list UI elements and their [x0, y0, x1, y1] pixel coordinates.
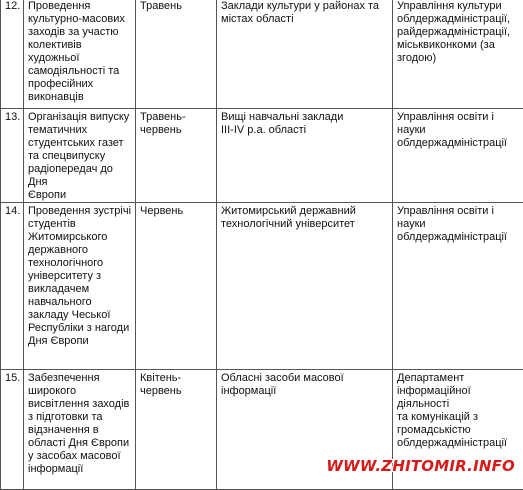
table-row: [1, 0, 523, 109]
participants-cell: Житомирський державний технологічний університет: [217, 203, 393, 370]
table-row: [1, 109, 523, 203]
date-cell: Травень: [136, 0, 217, 109]
event-cell: Проведення зустрічі студентів Житомирського державного технологічного університету з викладачем навчального закладу Чеської Республіки з нагоди Дня Європи: [24, 203, 136, 370]
row-number: 13.: [1, 109, 24, 203]
participants-cell: Обласні засоби масової інформації: [217, 370, 393, 490]
responsible-cell: Управління освіти і науки облдержадміністрації: [393, 203, 523, 370]
row-number: 15.: [1, 370, 24, 490]
responsible-cell: Управління освіти і науки облдержадміністрації: [393, 109, 523, 203]
row-number: 12.: [1, 0, 24, 109]
event-cell: Забезпечення широкого висвітлення заходів з підготовки та відзначення в області Дня Європи у засобах масової інформації: [24, 370, 136, 490]
event-cell: Проведення культурно-масових заходів за участю колективів художньої самодіяльності та професійних виконавців: [24, 0, 136, 109]
participants-cell: Вищі навчальні заклади ІІІ-ІV р.а. області: [217, 109, 393, 203]
participants-cell: Заклади культури у районах та містах області: [217, 0, 393, 109]
event-cell: Організація випуску тематичних студентських газет та спецвипуску радіопередач до Дня Європи: [24, 109, 136, 203]
site-watermark: WWW.ZHITOMIR.INFO: [326, 457, 515, 475]
date-cell: Червень: [136, 203, 217, 370]
row-number: 14.: [1, 203, 24, 370]
table-row: [1, 203, 523, 370]
responsible-cell: Департамент інформаційної діяльності та комунікацій з громадськістю облдержадміністрації: [393, 370, 523, 490]
date-cell: Травень- червень: [136, 109, 217, 203]
responsible-cell: Управління культури облдержадміністрації, райдержадміністрації, міськвиконкоми (за згодою): [393, 0, 523, 109]
date-cell: Квітень- червень: [136, 370, 217, 490]
